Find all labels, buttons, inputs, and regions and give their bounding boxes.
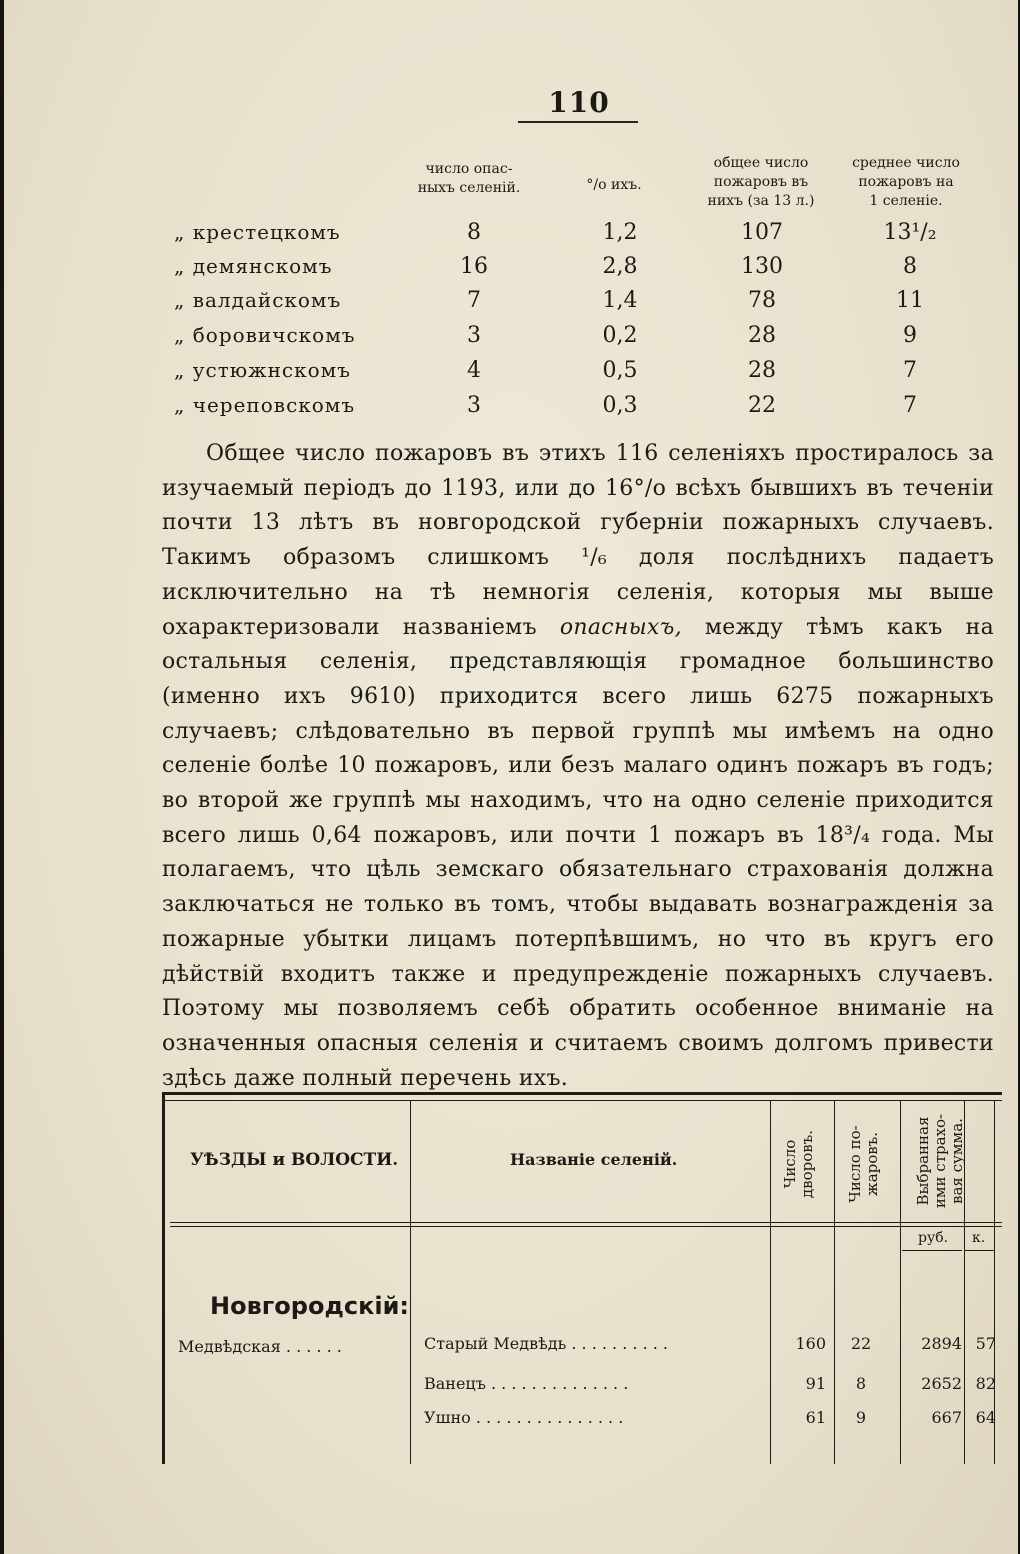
stats-row xyxy=(4,323,1018,357)
fires-count: 8 xyxy=(855,1374,867,1393)
fires-count: 22 xyxy=(850,1334,872,1353)
header-line: ныхъ селеній. xyxy=(417,180,521,196)
header-line: Выбранная xyxy=(914,1116,932,1206)
fires-count: 9 xyxy=(855,1408,867,1427)
header-households xyxy=(782,1114,822,1214)
dangerous-count: 7 xyxy=(467,288,481,313)
households-count: 91 xyxy=(805,1374,826,1393)
district-name xyxy=(174,220,341,244)
header-fires-average xyxy=(836,154,976,211)
header-line: Число xyxy=(781,1139,799,1189)
village-name: Ванецъ . . . . . . . . . . . . . . xyxy=(424,1374,629,1393)
fires-average: 8 xyxy=(903,254,917,279)
ditto-mark: „ xyxy=(174,358,186,382)
fires-total: 130 xyxy=(741,254,783,279)
table-row xyxy=(162,1408,1002,1440)
header-line: число опас- xyxy=(425,161,513,177)
page-number-rule xyxy=(518,121,638,123)
village-name: Ушно . . . . . . . . . . . . . . . xyxy=(424,1408,624,1427)
body-paragraph xyxy=(162,437,994,1096)
header-line: дворовъ. xyxy=(798,1129,816,1199)
table-header-rule xyxy=(170,1226,1002,1227)
table-row xyxy=(162,1334,1002,1366)
stats-row xyxy=(4,393,1018,427)
ditto-mark: „ xyxy=(174,393,186,417)
stats-row xyxy=(4,254,1018,288)
district-label: боровичскомъ xyxy=(192,323,356,347)
percent-value: 2,8 xyxy=(602,254,638,279)
percent-value: 1,4 xyxy=(602,288,638,313)
dangerous-count: 8 xyxy=(467,220,481,245)
ditto-mark: „ xyxy=(174,323,186,347)
header-line: жаровъ. xyxy=(863,1131,881,1197)
dangerous-count: 4 xyxy=(467,358,481,383)
stats-row xyxy=(4,358,1018,392)
percent-value: 0,5 xyxy=(602,358,638,383)
sum-kopecks: 64 xyxy=(975,1408,996,1427)
table-header-rule xyxy=(170,1222,1002,1223)
district-name xyxy=(174,288,341,312)
fires-average: 7 xyxy=(903,393,917,418)
header-line: пожаровъ въ xyxy=(713,174,809,190)
fires-average: 13¹/₂ xyxy=(883,220,937,245)
region-title: Новгородскій: xyxy=(210,1292,409,1320)
fires-total: 78 xyxy=(748,288,776,313)
ditto-mark: „ xyxy=(174,254,186,278)
book-page xyxy=(4,0,1018,1554)
district-name xyxy=(174,358,351,382)
header-line: среднее число xyxy=(852,155,960,171)
table-row xyxy=(162,1374,1002,1406)
header-line: нихъ (за 13 л.) xyxy=(707,193,815,209)
table-top-rule-thin xyxy=(162,1100,1002,1101)
dangerous-count: 3 xyxy=(467,323,481,348)
village-name: Старый Медвѣдь . . . . . . . . . . xyxy=(424,1334,668,1353)
header-line: пожаровъ на xyxy=(858,174,954,190)
fires-total: 107 xyxy=(741,220,783,245)
district-label: демянскомъ xyxy=(192,254,333,278)
header-fires-count xyxy=(847,1114,887,1214)
header-line: °/o ихъ. xyxy=(586,177,642,193)
fires-total: 22 xyxy=(748,393,776,418)
district-label: крестецкомъ xyxy=(192,220,341,244)
header-line: общее число xyxy=(713,155,809,171)
volost-name: Медвѣдская . . . . . . xyxy=(178,1337,342,1356)
sum-kopecks: 82 xyxy=(975,1374,996,1393)
paragraph-text: между тѣмъ какъ на остальныя селенія, представляющія громадное большинство (именно ихъ 9610) приходится всего лишь 6275 пожарныхъ случаевъ; слѣдовательно въ первой группѣ мы имѣемъ на одно селеніе болѣе 10 пожаровъ, или безъ малаго одинъ пожаръ въ годъ; во второй же группѣ мы находимъ, что на одно селеніе приходится всего лишь 0,64 пожаровъ, или почти 1 пожаръ въ 18³/₄ года. Мы полагаемъ, что цѣль земскаго обязательнаго страхованія должна заключаться не только въ томъ, чтобы выдавать вознагражденія за пожарные убытки лицамъ потерпѣвшимъ, но что въ кругъ его дѣйствій входитъ также и предупрежденіе пожарныхъ случаевъ. Поэтому мы позволяемъ себѣ обратить особенное вниманіе на означенныя опасныя селенія и считаемъ своимъ долгомъ привести здѣсь даже полный перечень ихъ. xyxy=(162,614,994,1091)
district-label: валдайскомъ xyxy=(192,288,342,312)
percent-value: 1,2 xyxy=(602,220,638,245)
header-village-name: Названіе селеній. xyxy=(510,1150,678,1169)
fires-average: 11 xyxy=(896,288,924,313)
header-insured-sum xyxy=(915,1101,969,1221)
header-line: вая сумма. xyxy=(948,1118,966,1204)
header-line: Число по- xyxy=(846,1125,864,1203)
page-number: 110 xyxy=(548,86,610,119)
header-fires-total xyxy=(686,154,836,211)
paragraph-italic-term: опасныхъ, xyxy=(559,614,682,640)
header-line: ими страхо- xyxy=(931,1113,949,1209)
paragraph-text: Общее число пожаровъ въ этихъ 116 селеніяхъ простиралось за изучаемый періодъ до 1193, или до 16°/o всѣхъ бывшихъ въ теченіи почти 13 лѣтъ въ новгородской губерніи пожарныхъ случаевъ. Такимъ образомъ слишкомъ ¹/₆ доля послѣднихъ падаетъ исключительно на тѣ немногія селенія, которыя мы выше охарактеризовали названіемъ xyxy=(162,441,994,640)
district-name xyxy=(174,323,356,347)
ditto-mark: „ xyxy=(174,288,186,312)
unit-rubles: руб. xyxy=(918,1230,949,1246)
header-dangerous-villages xyxy=(394,160,544,198)
sum-rubles: 667 xyxy=(931,1408,962,1427)
percent-value: 0,2 xyxy=(602,323,638,348)
fires-total: 28 xyxy=(748,323,776,348)
ditto-mark: „ xyxy=(174,220,186,244)
dangerous-count: 3 xyxy=(467,393,481,418)
sum-kopecks: 57 xyxy=(975,1334,996,1353)
percent-value: 0,3 xyxy=(602,393,638,418)
district-name xyxy=(174,254,332,278)
sum-rubles: 2652 xyxy=(921,1374,962,1393)
households-count: 61 xyxy=(805,1408,826,1427)
header-line: 1 селеніе. xyxy=(869,193,943,209)
unit-rule xyxy=(964,1250,994,1251)
villages-table xyxy=(162,1092,1002,1472)
stats-row xyxy=(4,220,1018,254)
sum-rubles: 2894 xyxy=(921,1334,962,1353)
unit-kopecks: к. xyxy=(972,1230,986,1246)
dangerous-count: 16 xyxy=(460,254,488,279)
households-count: 160 xyxy=(795,1334,826,1353)
fires-total: 28 xyxy=(748,358,776,383)
table-top-rule xyxy=(162,1092,1002,1095)
fires-average: 9 xyxy=(903,323,917,348)
unit-rule xyxy=(902,1250,962,1251)
header-percent xyxy=(564,176,664,195)
header-districts: УѢЗДЫ и ВОЛОСТИ. xyxy=(190,1150,399,1170)
stats-row xyxy=(4,288,1018,322)
district-label: череповскомъ xyxy=(192,393,356,417)
fires-average: 7 xyxy=(903,358,917,383)
district-label: устюжнскомъ xyxy=(192,358,351,382)
district-name xyxy=(174,393,355,417)
